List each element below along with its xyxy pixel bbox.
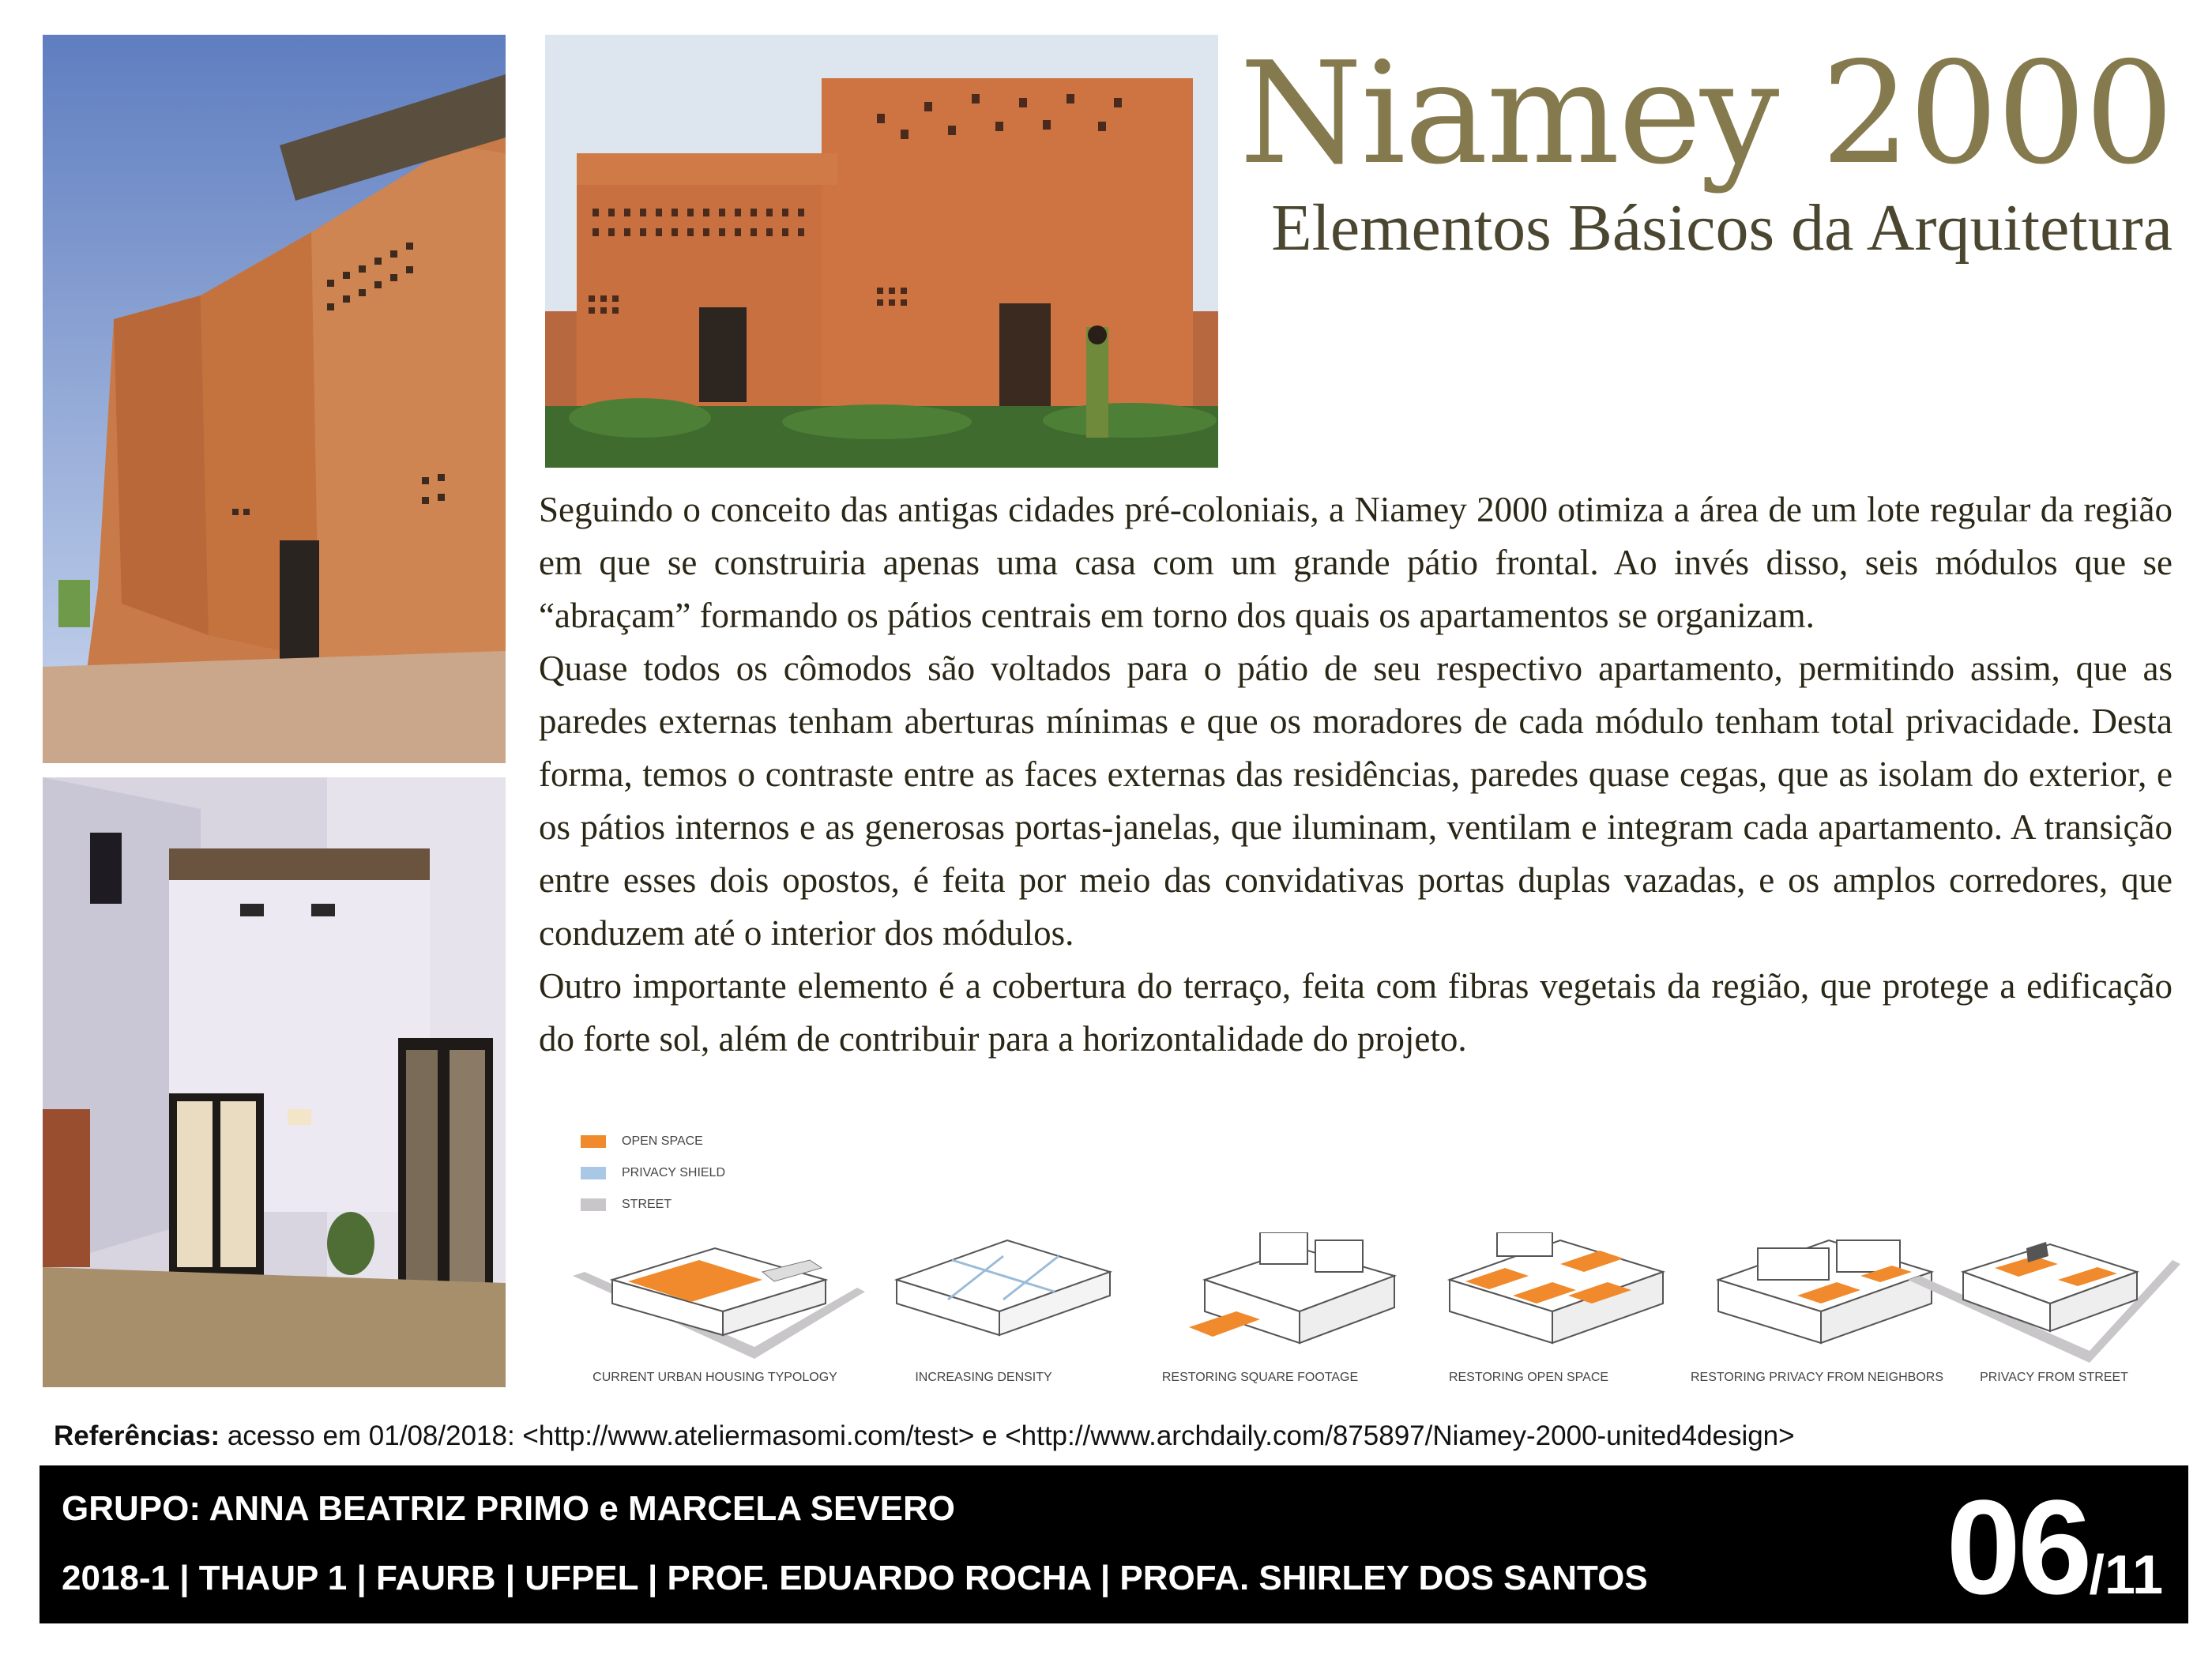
paragraph-3: Outro importante elemento é a cobertura do terraço, feita com fibras vegetais da região, que protege a edificação do forte sol, além de contribuir para a horizontalidade do projeto. (539, 966, 2172, 1059)
diagram-legend (581, 1126, 725, 1221)
page-current: 06 (1946, 1473, 2090, 1623)
paragraph-2: Quase todos os cômodos são voltados para o pátio de seu respectivo apartamento, permitindo assim, que as paredes externas tenham aberturas mínimas e que os moradores de cada módulo tenham total privacidade. Desta forma, temos o contraste entre as faces externas das residências, paredes quase cegas, que as isolam do exterior, e os pátios internos e as generosas portas-janelas, que iluminam, ventilam e integram cada apartamento. A transição entre esses dois opostos, é feita por meio das convidativas portas duplas vazadas, e os amplos corredores, que conduzem até o interior dos módulos. (539, 649, 2172, 953)
legend-item (581, 1126, 725, 1157)
photo-exterior-front (545, 35, 1218, 468)
page-total: /11 (2089, 1544, 2163, 1605)
diagram-privacy-from-neighbors (1718, 1240, 1932, 1343)
page-number (1946, 1470, 2163, 1625)
photo-exterior-side (43, 35, 506, 763)
diagram-increasing-density (897, 1240, 1110, 1335)
footer-group: GRUPO: ANNA BEATRIZ PRIMO e MARCELA SEVERO (62, 1489, 956, 1528)
references-label: Referências: (54, 1420, 220, 1451)
diagram-restoring-square-footage (1189, 1232, 1394, 1343)
diagram-caption: INCREASING DENSITY (915, 1371, 1052, 1384)
legend-swatch-privacy-shield (581, 1167, 606, 1179)
legend-label: OPEN SPACE (622, 1134, 703, 1148)
diagram-caption: RESTORING SQUARE FOOTAGE (1161, 1371, 1359, 1384)
legend-swatch-open-space (581, 1135, 606, 1148)
diagram-privacy-from-street (1908, 1242, 2180, 1363)
legend-swatch-street (581, 1198, 606, 1211)
diagram-captions (553, 1371, 2196, 1394)
footer-course: 2018-1 | THAUP 1 | FAURB | UFPEL | PROF. EDUARDO ROCHA | PROFA. SHIRLEY DOS SANTOS (62, 1559, 1648, 1597)
legend-item (581, 1157, 725, 1189)
references (54, 1420, 1795, 1452)
diagram-current-typology (573, 1248, 865, 1359)
diagram-caption: RESTORING PRIVACY FROM NEIGHBORS (1690, 1371, 1944, 1384)
legend-label: PRIVACY SHIELD (622, 1166, 726, 1179)
page-title: Niamey 2000 (1239, 32, 2172, 195)
diagram-caption: CURRENT URBAN HOUSING TYPOLOGY (592, 1371, 837, 1384)
diagram-caption: PRIVACY FROM STREET (1980, 1371, 2128, 1384)
diagram-restoring-open-space (1450, 1232, 1663, 1343)
paragraph-1: Seguindo o conceito das antigas cidades pré-coloniais, a Niamey 2000 otimiza a área de um lote regular da região em que se construiria apenas uma casa com um grande pátio frontal. Ao invés disso, seis módulos que se “abraçam” formando os pátios centrais em torno dos quais os apartamentos se organizam. (539, 490, 2172, 635)
footer-bar (40, 1465, 2188, 1623)
references-text: acesso em 01/08/2018: <http://www.ateliermasomi.com/test> e <http://www.archdaily.com/875897/Niamey-2000-united4design> (220, 1420, 1795, 1451)
description-text (539, 483, 2172, 1066)
page-subtitle: Elementos Básicos da Arquitetura (1271, 191, 2172, 265)
legend-label: STREET (622, 1198, 672, 1211)
photo-courtyard (43, 777, 506, 1387)
legend-item (581, 1189, 725, 1221)
diagram-caption: RESTORING OPEN SPACE (1448, 1371, 1609, 1384)
